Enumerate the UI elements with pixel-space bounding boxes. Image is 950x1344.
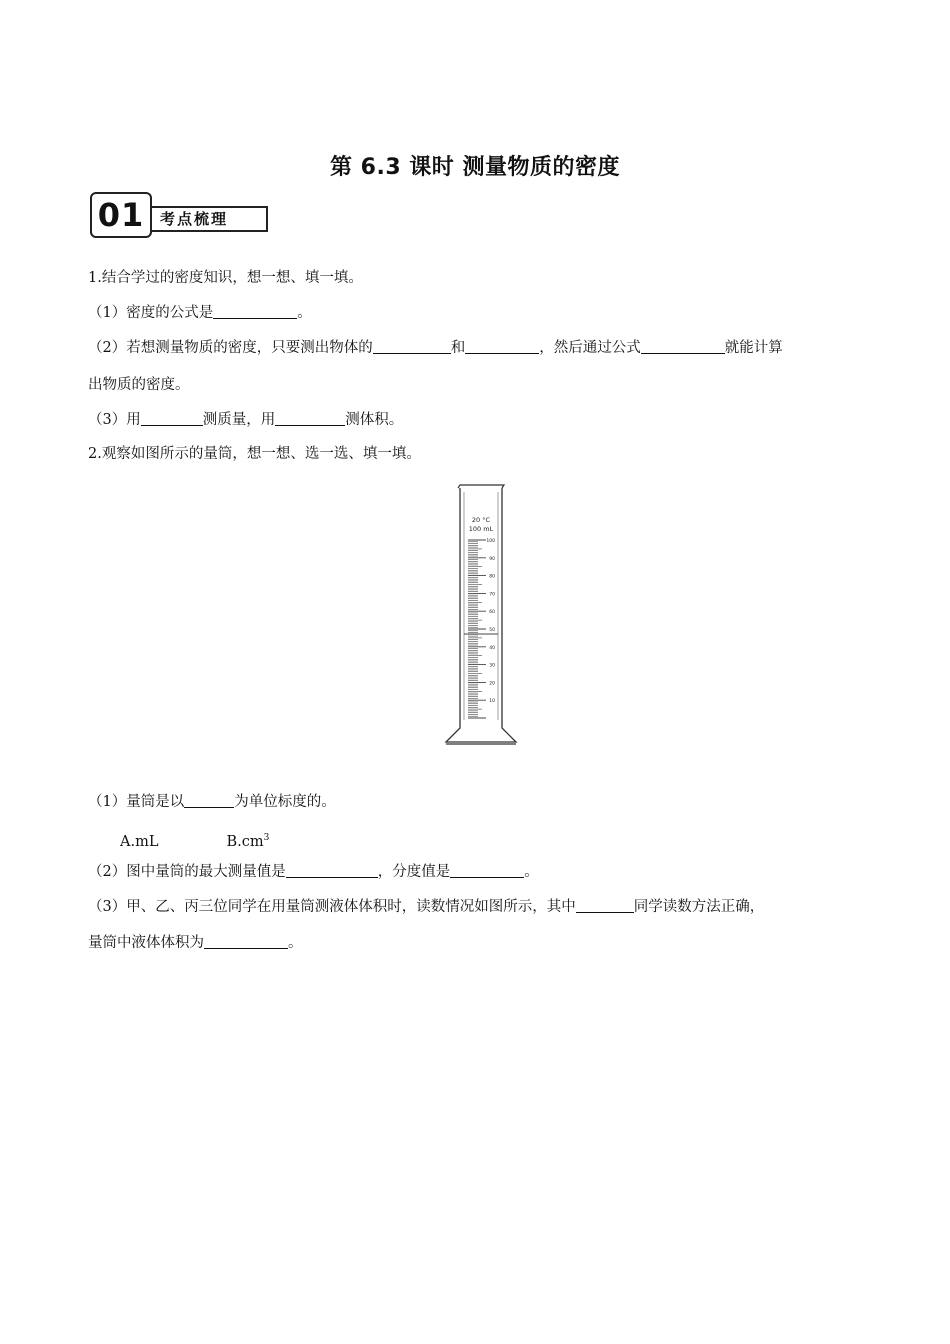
option-b[interactable] <box>226 834 269 850</box>
q2-part3-end: 。 <box>288 935 303 951</box>
q2-part2-text: （2）图中量筒的最大测量值是 <box>88 864 286 880</box>
q2-part2-text: ，分度值是 <box>377 864 451 880</box>
scale-label: 30 <box>489 663 495 669</box>
answer-blank[interactable] <box>373 338 451 354</box>
q1-part2-text: 和 <box>450 340 466 356</box>
q2-part1-text: 为单位标度的。 <box>234 794 336 810</box>
answer-blank[interactable] <box>576 897 634 913</box>
q1-part3-text: 测体积。 <box>345 412 404 428</box>
q2-part1-text: （1）量筒是以 <box>88 794 185 810</box>
q2-part3-text: 同学读数方法正确， <box>633 899 765 915</box>
q1-part2-text: ，然后通过公式 <box>539 340 641 356</box>
option-b-text: B.cm <box>226 833 264 850</box>
answer-blank[interactable] <box>275 410 345 426</box>
q1-part1-text: （1）密度的公式是 <box>88 305 214 321</box>
q1-part3-text: （3）用 <box>88 412 141 428</box>
q2-part1 <box>88 792 336 812</box>
answer-blank[interactable] <box>465 338 539 354</box>
answer-blank[interactable] <box>213 303 297 319</box>
section-badge <box>90 192 270 238</box>
q1-part2-cont: 出物质的密度。 <box>88 377 190 393</box>
q1-part2-text: 就能计算 <box>724 340 783 356</box>
q1-part3 <box>88 410 403 430</box>
answer-blank[interactable] <box>641 338 725 354</box>
q2-part3 <box>88 897 764 917</box>
answer-blank[interactable] <box>286 862 378 878</box>
answer-blank[interactable] <box>450 862 524 878</box>
q1-part2-text: （2）若想测量物质的密度，只要测出物体的 <box>88 340 373 356</box>
scale-label: 100 <box>486 539 495 544</box>
q2-stem: 2.观察如图所示的量筒，想一想、选一选、填一填。 <box>88 446 421 462</box>
cylinder-capacity-label: 100 mL <box>468 525 494 533</box>
answer-blank[interactable] <box>141 410 203 426</box>
option-b-superscript: 3 <box>263 833 270 843</box>
page-title: 第 6.3 课时 测量物质的密度 <box>330 155 620 180</box>
answer-blank[interactable] <box>184 792 234 808</box>
q2-part2-text: 。 <box>524 864 539 880</box>
q2-part3-text: 量筒中液体体积为 <box>88 935 204 951</box>
q2-part3-text: （3）甲、乙、丙三位同学在用量筒测液体体积时，读数情况如图所示，其中 <box>88 899 576 915</box>
q2-part3-cont <box>88 933 303 953</box>
section-number: 01 <box>90 192 152 238</box>
cylinder-scale <box>468 538 495 718</box>
scale-label: 20 <box>489 681 495 687</box>
scale-label: 50 <box>489 628 495 633</box>
scale-label: 60 <box>489 610 495 616</box>
graduated-cylinder-figure <box>438 482 522 748</box>
scale-label: 40 <box>489 645 495 651</box>
cylinder-temp-label: 20 °C <box>471 516 491 524</box>
q1-part2 <box>88 338 783 358</box>
q2-part2 <box>88 862 539 882</box>
option-a[interactable]: A.mL <box>120 833 159 850</box>
scale-label: 80 <box>489 574 495 580</box>
scale-label: 90 <box>489 556 495 562</box>
scale-label: 70 <box>489 592 495 598</box>
q1-part1-end: 。 <box>297 305 312 321</box>
section-label: 考点梳理 <box>148 206 268 232</box>
scale-label: 10 <box>489 699 495 705</box>
q1-part3-text: 测质量，用 <box>202 412 276 428</box>
q2-options <box>120 828 269 852</box>
answer-blank[interactable] <box>204 933 288 949</box>
q1-part1 <box>88 303 312 323</box>
q1-stem: 1.结合学过的密度知识，想一想、填一填。 <box>88 270 363 286</box>
